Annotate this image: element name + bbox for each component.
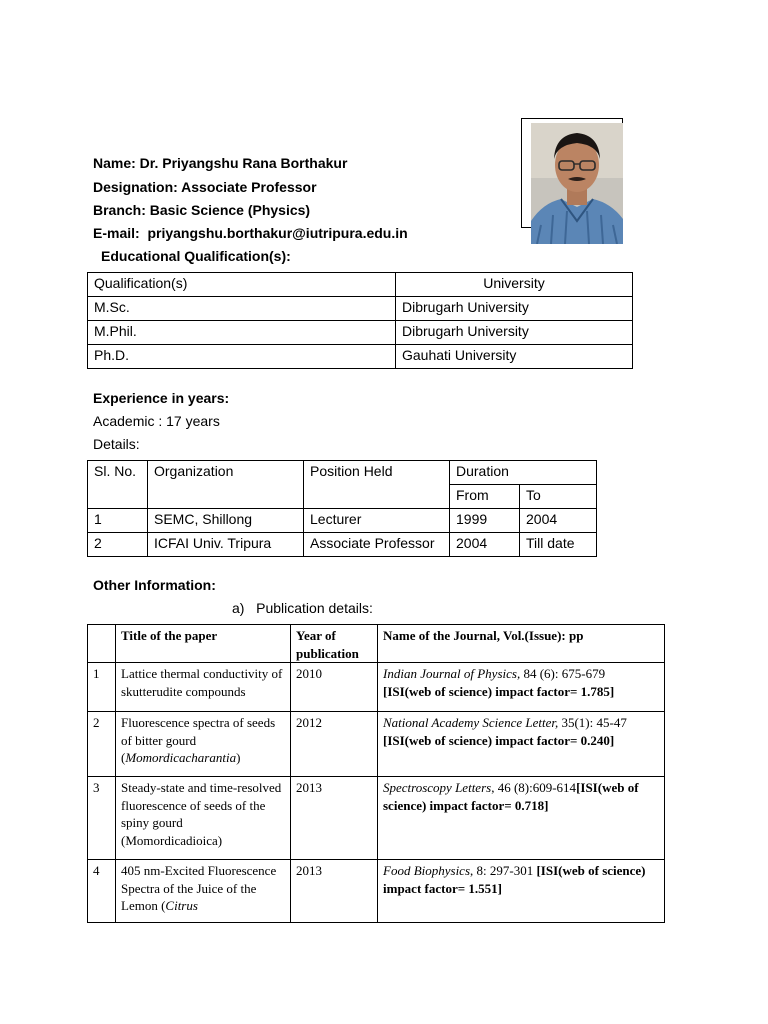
cell-journal xyxy=(378,712,665,777)
designation-line: Designation: Associate Professor xyxy=(93,179,317,195)
cell-sl-no: 1 xyxy=(88,509,148,533)
table-row xyxy=(88,712,665,777)
header-to: To xyxy=(520,485,597,509)
cell-journal xyxy=(378,777,665,860)
profile-photo xyxy=(531,123,623,244)
title-text: 405 nm-Excited Fluorescence Spectra of the Juice of the Lemon ( xyxy=(121,863,277,913)
cell-title: Lattice thermal conductivity of skutterudite compounds xyxy=(116,663,291,712)
journal-name: Indian Journal of Physics, xyxy=(383,666,521,681)
cell-position: Associate Professor xyxy=(304,533,450,557)
journal-ref: 84 (6): 675-679 xyxy=(520,666,606,681)
cell-qualification: M.Sc. xyxy=(88,297,396,321)
table-row xyxy=(88,509,597,533)
cell-from: 2004 xyxy=(450,533,520,557)
cell-position: Lecturer xyxy=(304,509,450,533)
header-from: From xyxy=(450,485,520,509)
header-title: Title of the paper xyxy=(116,625,291,663)
cell-to: 2004 xyxy=(520,509,597,533)
header-position: Position Held xyxy=(304,461,450,509)
header-university: University xyxy=(396,273,633,297)
experience-heading: Experience in years: xyxy=(93,390,230,406)
header-sl-no: Sl. No. xyxy=(88,461,148,509)
journal-ref: 35(1): 45-47 xyxy=(558,715,627,730)
cell-title: Steady-state and time-resolved fluorescence of seeds of the spiny gourd (Momordicadioica) xyxy=(116,777,291,860)
journal-name: National Academy Science Letter, xyxy=(383,715,559,730)
journal-name: Food Biophysics xyxy=(383,863,471,878)
education-table xyxy=(87,272,633,369)
education-heading: Educational Qualification(s): xyxy=(101,248,291,264)
cell-to: Till date xyxy=(520,533,597,557)
impact-factor: [ISI(web of science) impact factor= 1.785] xyxy=(383,683,615,699)
name-line: Name: Dr. Priyangshu Rana Borthakur xyxy=(93,155,348,171)
cell-year: 2010 xyxy=(291,663,378,712)
header-organization: Organization xyxy=(148,461,304,509)
branch-line: Branch: Basic Science (Physics) xyxy=(93,202,311,218)
publications-table xyxy=(87,624,665,923)
table-row xyxy=(88,860,665,923)
cell-number: 1 xyxy=(88,663,116,712)
email-address[interactable]: priyangshu.borthakur@iutripura.edu.in xyxy=(147,225,408,241)
academic-years: Academic : 17 years xyxy=(93,413,220,429)
cell-title xyxy=(116,712,291,777)
details-label: Details: xyxy=(93,436,140,452)
header-journal: Name of the Journal, Vol.(Issue): pp xyxy=(378,625,665,663)
cell-year: 2013 xyxy=(291,777,378,860)
cell-year: 2012 xyxy=(291,712,378,777)
table-header-row xyxy=(88,273,633,297)
header-year: Year of publication xyxy=(291,625,378,663)
title-end: ) xyxy=(236,750,241,765)
cell-title xyxy=(116,860,291,923)
header-duration: Duration xyxy=(450,461,597,485)
journal-ref: , 8: 297-301 xyxy=(470,863,537,878)
email-label: E-mail: xyxy=(93,225,140,241)
cell-university: Dibrugarh University xyxy=(396,297,633,321)
table-header-row xyxy=(88,461,597,485)
table-row xyxy=(88,321,633,345)
journal-ref: , 46 (8):609-614 xyxy=(491,780,577,795)
cell-university: Dibrugarh University xyxy=(396,321,633,345)
cell-number: 4 xyxy=(88,860,116,923)
cell-from: 1999 xyxy=(450,509,520,533)
publication-label: Publication details: xyxy=(256,600,373,616)
cell-number: 3 xyxy=(88,777,116,860)
email-line xyxy=(93,224,408,242)
table-row xyxy=(88,777,665,860)
table-row xyxy=(88,297,633,321)
cell-year: 2013 xyxy=(291,860,378,923)
header-number xyxy=(88,625,116,663)
cell-organization: SEMC, Shillong xyxy=(148,509,304,533)
other-info-heading: Other Information: xyxy=(93,577,216,593)
cell-organization: ICFAI Univ. Tripura xyxy=(148,533,304,557)
title-text: Fluorescence spectra of seeds of bitter gourd ( xyxy=(121,715,276,765)
impact-factor: [ISI(web of science) impact factor= 0.240] xyxy=(383,732,615,748)
header-qualification: Qualification(s) xyxy=(88,273,396,297)
cell-qualification: M.Phil. xyxy=(88,321,396,345)
cell-university: Gauhati University xyxy=(396,345,633,369)
publication-subheading xyxy=(232,599,373,617)
title-italic: Citrus xyxy=(165,898,198,913)
cell-journal xyxy=(378,860,665,923)
impact-factor: [ISI(web of science) impact factor= 1.551] xyxy=(383,863,646,896)
list-marker: a) xyxy=(232,600,245,616)
table-row xyxy=(88,663,665,712)
cell-sl-no: 2 xyxy=(88,533,148,557)
title-italic: Momordicacharantia xyxy=(125,750,237,765)
cell-journal xyxy=(378,663,665,712)
cell-number: 2 xyxy=(88,712,116,777)
impact-factor: [ISI(web of science) impact factor= 0.718] xyxy=(383,780,639,813)
table-row xyxy=(88,345,633,369)
experience-table xyxy=(87,460,597,557)
cell-qualification: Ph.D. xyxy=(88,345,396,369)
table-row xyxy=(88,533,597,557)
table-header-row xyxy=(88,625,665,663)
journal-name: Spectroscopy Letters xyxy=(383,780,492,795)
